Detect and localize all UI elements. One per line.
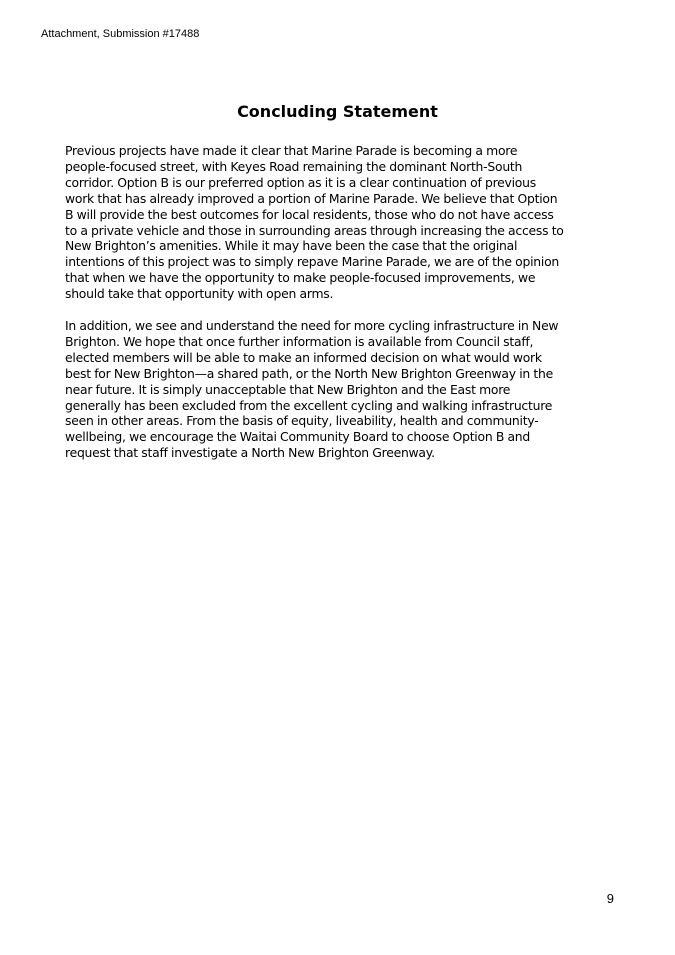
paragraph-line: elected members will be able to make an informed decision on what would work	[65, 349, 542, 365]
paragraph-line: Previous projects have made it clear that Marine Parade is becoming a more	[65, 143, 518, 158]
paragraph-line: near future. It is simply unacceptable that New Brighton and the East more	[65, 381, 511, 397]
paragraph-line: New Brighton’s amenities. While it may have been the case that the original	[65, 238, 518, 254]
attachment-header: Attachment, Submission #17488	[41, 28, 200, 40]
paragraph-line: generally has been excluded from the excellent cycling and walking infrastructure	[65, 397, 553, 413]
paragraph-line: In addition, we see and understand the need for more cycling infrastructure in New	[65, 318, 559, 333]
paragraph-line: seen in other areas. From the basis of equity, liveability, health and community-	[65, 413, 539, 429]
paragraph-line: wellbeing, we encourage the Waitai Community Board to choose Option B and	[65, 429, 531, 445]
paragraph-line: to a private vehicle and those in surrounding areas through increasing the access to	[65, 222, 564, 238]
paragraph-line: Brighton. We hope that once further information is available from Council staff,	[65, 333, 534, 349]
page-number: 9	[606, 891, 614, 906]
paragraph-line: best for New Brighton—a shared path, or the North New Brighton Greenway in the	[65, 365, 553, 381]
paragraph-line: work that has already improved a portion of Marine Parade. We believe that Option	[65, 190, 558, 206]
paragraph-line: intentions of this project was to simply repave Marine Parade, we are of the opinion	[65, 254, 560, 270]
paragraph-line: B will provide the best outcomes for local residents, those who do not have access	[65, 206, 554, 222]
paragraph-line: that when we have the opportunity to make people-focused improvements, we	[65, 270, 536, 286]
paragraph-line: people-focused street, with Keyes Road remaining the dominant North-South	[65, 158, 523, 174]
paragraph-1	[65, 143, 620, 302]
paragraph-2	[65, 318, 620, 461]
paragraph-line: should take that opportunity with open arms.	[65, 286, 334, 302]
page-title: Concluding Statement	[237, 102, 438, 121]
paragraph-line: request that staff investigate a North New Brighton Greenway.	[65, 445, 435, 461]
paragraph-line: corridor. Option B is our preferred option as it is a clear continuation of previous	[65, 174, 536, 190]
